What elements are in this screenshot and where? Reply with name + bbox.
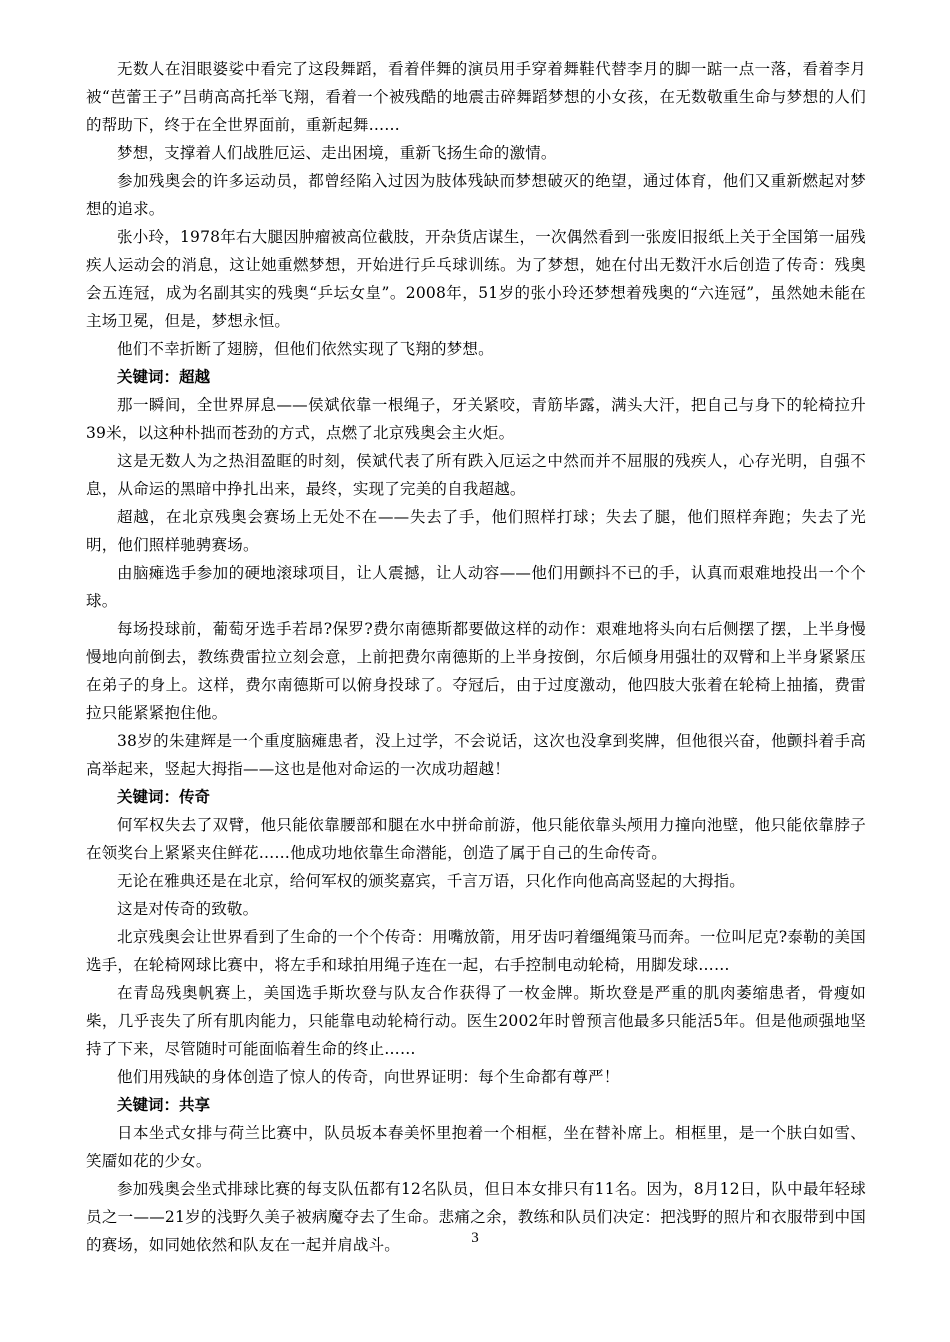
body-paragraph: 何军权失去了双臂，他只能依靠腰部和腿在水中拼命前游，他只能依靠头颅用力撞向池壁，他只能依靠脖子在领奖台上紧紧夹住鲜花……他成功地依靠生命潜能，创造了属于自己的生命传奇。	[86, 816, 866, 862]
body-paragraph: 那一瞬间，全世界屏息——侯斌依靠一根绳子，牙关紧咬，青筋毕露，满头大汗，把自己与身下的轮椅拉升39米，以这种朴拙而苍劲的方式，点燃了北京残奥会主火炬。	[86, 396, 866, 442]
body-paragraph: 这是对传奇的致敬。	[117, 900, 259, 918]
body-paragraph: 梦想，支撑着人们战胜厄运、走出困境，重新飞扬生命的激情。	[117, 144, 557, 162]
body-paragraph: 参加残奥会坐式排球比赛的每支队伍都有12名队员，但日本女排只有11名。因为，8月12日，队中最年轻球员之一——21岁的浅野久美子被病魔夺去了生命。悲痛之余，教练和队员们决定：把浅野的照片和衣服带到中国的赛场，如同她依然和队友在一起并肩战斗。	[86, 1180, 866, 1254]
section-heading: 关键词：超越	[117, 368, 211, 386]
body-paragraph: 在青岛残奥帆赛上，美国选手斯坎登与队友合作获得了一枚金牌。斯坎登是严重的肌肉萎缩患者，骨瘦如柴，几乎丧失了所有肌肉能力，只能靠电动轮椅行动。医生2002年时曾预言他最多只能活5年。但是他顽强地坚持了下来，尽管随时可能面临着生命的终止……	[86, 984, 866, 1058]
body-paragraph: 无论在雅典还是在北京，给何军权的颁奖嘉宾，千言万语，只化作向他高高竖起的大拇指。	[117, 872, 746, 890]
body-paragraph: 无数人在泪眼婆娑中看完了这段舞蹈，看着伴舞的演员用手穿着舞鞋代替李月的脚一踮一点一落，看着李月被“芭蕾王子”吕萌高高托举飞翔，看着一个被残酷的地震击碎舞蹈梦想的小女孩，在无数敬重生命与梦想的人们的帮助下，终于在全世界面前，重新起舞……	[86, 60, 866, 134]
body-paragraph: 北京残奥会让世界看到了生命的一个个传奇：用嘴放箭，用牙齿叼着缰绳策马而奔。一位叫尼克?泰勒的美国选手，在轮椅网球比赛中，将左手和球拍用绳子连在一起，右手控制电动轮椅，用脚发球……	[86, 928, 866, 974]
page-body	[86, 55, 866, 1259]
page-number: 3	[471, 1230, 479, 1246]
body-paragraph: 他们用残缺的身体创造了惊人的传奇，向世界证明：每个生命都有尊严！	[117, 1068, 620, 1086]
body-paragraph: 参加残奥会的许多运动员，都曾经陷入过因为肢体残缺而梦想破灭的绝望，通过体育，他们又重新燃起对梦想的追求。	[86, 172, 866, 218]
body-paragraph: 38岁的朱建辉是一个重度脑瘫患者，没上过学，不会说话，这次也没拿到奖牌，但他很兴奋，他颤抖着手高高举起来，竖起大拇指——这也是他对命运的一次成功超越！	[86, 732, 866, 778]
body-paragraph: 日本坐式女排与荷兰比赛中，队员坂本春美怀里抱着一个相框，坐在替补席上。相框里，是一个肤白如雪、笑靥如花的少女。	[86, 1124, 866, 1170]
body-paragraph: 他们不幸折断了翅膀，但他们依然实现了飞翔的梦想。	[117, 340, 494, 358]
section-heading: 关键词：传奇	[117, 788, 211, 806]
body-paragraph: 张小玲，1978年右大腿因肿瘤被高位截肢，开杂货店谋生，一次偶然看到一张废旧报纸上关于全国第一届残疾人运动会的消息，这让她重燃梦想，开始进行乒乓球训练。为了梦想，她在付出无数汗水后创造了传奇：残奥会五连冠，成为名副其实的残奥“乒坛女皇”。2008年，51岁的张小玲还梦想着残奥的“六连冠”，虽然她未能在主场卫冕，但是，梦想永恒。	[86, 228, 866, 330]
body-paragraph: 每场投球前，葡萄牙选手若昂?保罗?费尔南德斯都要做这样的动作：艰难地将头向右后侧摆了摆，上半身慢慢地向前倒去，教练费雷拉立刻会意，上前把费尔南德斯的上半身按倒，尔后倾身用强壮的双臂和上半身紧紧压在弟子的身上。这样，费尔南德斯可以俯身投球了。夺冠后，由于过度激动，他四肢大张着在轮椅上抽搐，费雷拉只能紧紧抱住他。	[86, 620, 866, 722]
body-paragraph: 由脑瘫选手参加的硬地滚球项目，让人震撼，让人动容——他们用颤抖不已的手，认真而艰难地投出一个个球。	[86, 564, 866, 610]
section-heading: 关键词：共享	[117, 1096, 211, 1114]
body-paragraph: 超越，在北京残奥会赛场上无处不在——失去了手，他们照样打球；失去了腿，他们照样奔跑；失去了光明，他们照样驰骋赛场。	[86, 508, 866, 554]
body-paragraph: 这是无数人为之热泪盈眶的时刻，侯斌代表了所有跌入厄运之中然而并不屈服的残疾人，心存光明，自强不息，从命运的黑暗中挣扎出来，最终，实现了完美的自我超越。	[86, 452, 866, 498]
